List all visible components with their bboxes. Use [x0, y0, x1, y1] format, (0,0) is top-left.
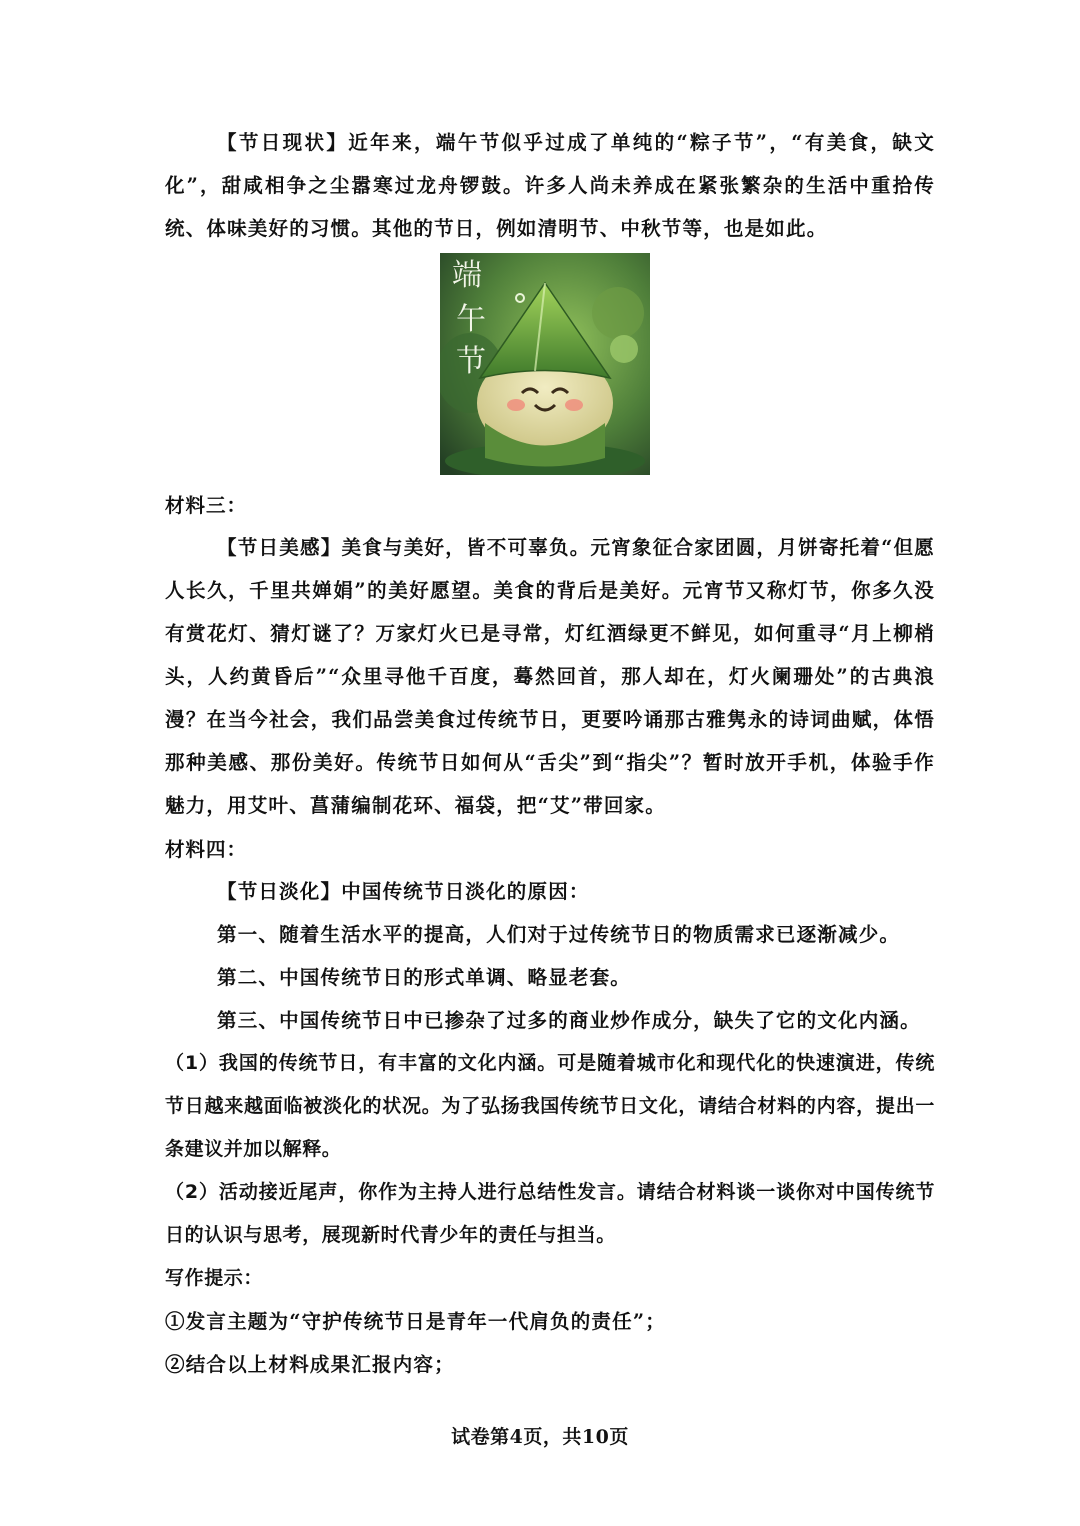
zongzi-illustration — [440, 253, 650, 475]
material4-intro: 【节日淡化】中国传统节日淡化的原因： — [217, 880, 590, 903]
question-1: （1）我国的传统节日，有丰富的文化内涵。可是随着城市化和现代化的快速演进，传统节日越来越面临被淡化的状况。为了弘扬我国传统节日文化，请结合材料的内容，提出一条建议并加以解释。 — [165, 1052, 935, 1160]
material2-paragraph: 【节日现状】近年来，端午节似乎过成了单纯的“粽子节”，“有美食，缺文化”，甜咸相争之尘嚣寒过龙舟锣鼓。许多人尚未养成在紧张繁杂的生活中重拾传统、体味美好的习惯。其他的节日，例如清明节、中秋节等，也是如此。 — [165, 131, 935, 240]
page-footer: 试卷第4页，共10页 — [451, 1426, 629, 1448]
image-char-1: 端 — [452, 258, 482, 293]
writing-tips-label: 写作提示： — [165, 1267, 264, 1289]
writing-tip-2: ②结合以上材料成果汇报内容； — [165, 1353, 455, 1376]
material4-item: 第一、随着生活水平的提高，人们对于过传统节日的物质需求已逐渐减少。 — [217, 923, 901, 946]
material4-item: 第二、中国传统节日的形式单调、略显老套。 — [217, 966, 632, 989]
zongzi-icon — [440, 253, 650, 475]
material4-label: 材料四： — [165, 838, 248, 861]
image-char-2: 午 — [456, 302, 486, 337]
question-2: （2）活动接近尾声，你作为主持人进行总结性发言。请结合材料谈一谈你对中国传统节日的认识与思考，展现新时代青少年的责任与担当。 — [165, 1181, 935, 1246]
material3-paragraph: 【节日美感】美食与美好，皆不可辜负。元宵象征合家团圆，月饼寄托着“但愿人长久，千里共婵娟”的美好愿望。美食的背后是美好。元宵节又称灯节，你多久没有赏花灯、猜灯谜了？万家灯火已是寻常，灯红酒绿更不鲜见，如何重寻“月上柳梢头，人约黄昏后”“众里寻他千百度，蓦然回首，那人却在，灯火阑珊处”的古典浪漫？在当今社会，我们品尝美食过传统节日，更要吟诵那古雅隽永的诗词曲赋，体悟那种美感、那份美好。传统节日如何从“舌尖”到“指尖”？暂时放开手机，体验手作魅力，用艾叶、菖蒲编制花环、福袋，把“艾”带回家。 — [165, 536, 935, 817]
image-char-3: 节 — [456, 344, 486, 379]
material3-label: 材料三： — [165, 494, 248, 517]
material4-item: 第三、中国传统节日中已掺杂了过多的商业炒作成分，缺失了它的文化内涵。 — [217, 1009, 921, 1032]
writing-tip-1: ①发言主题为“守护传统节日是青年一代肩负的责任”； — [165, 1310, 666, 1333]
